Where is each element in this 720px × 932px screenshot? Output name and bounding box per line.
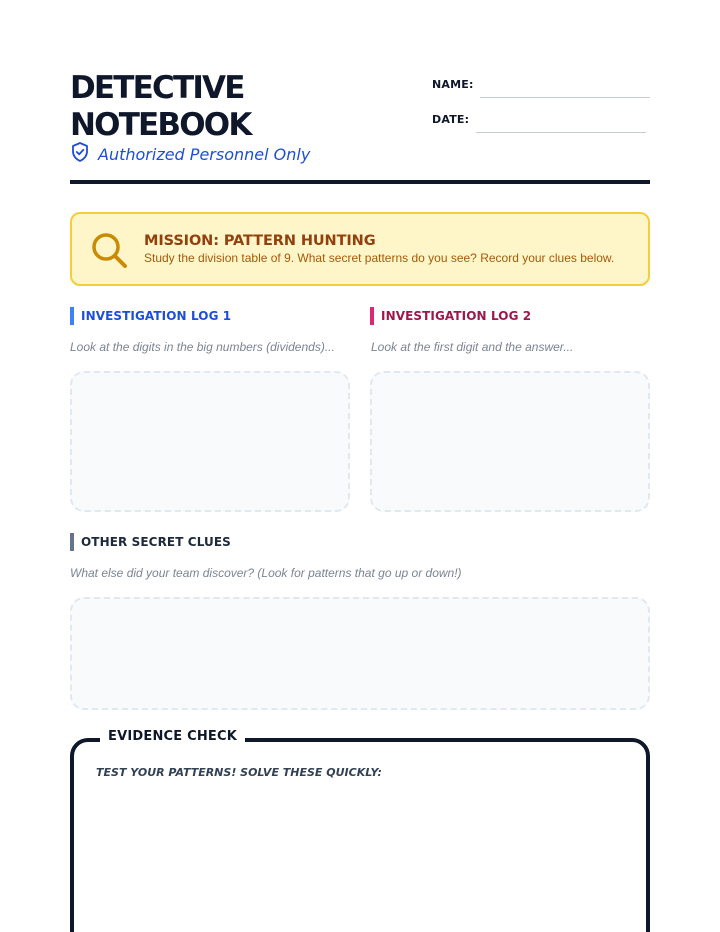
name-label: NAME:	[432, 78, 474, 91]
shield-check-icon	[70, 141, 90, 168]
date-label: DATE:	[432, 113, 470, 126]
log-1-title: INVESTIGATION LOG 1	[81, 309, 232, 323]
other-clues-title: OTHER SECRET CLUES	[81, 535, 231, 549]
log-2-hint: Look at the first digit and the answer...	[371, 340, 574, 354]
evidence-title: EVIDENCE CHECK	[100, 729, 245, 744]
log-1-header	[70, 307, 231, 325]
name-field	[432, 78, 474, 91]
page-title	[70, 70, 410, 144]
log-1-hint: Look at the digits in the big numbers (dividends)...	[70, 340, 335, 354]
log-2-title: INVESTIGATION LOG 2	[381, 309, 532, 323]
other-clues-accent-bar	[70, 533, 74, 551]
other-clues-hint: What else did your team discover? (Look for patterns that go up or down!)	[70, 566, 462, 580]
log-2-answer-box[interactable]	[370, 371, 650, 512]
evidence-check-panel	[70, 729, 650, 932]
evidence-instruction: TEST YOUR PATTERNS! SOLVE THESE QUICKLY:	[96, 766, 382, 779]
date-input-line[interactable]	[476, 132, 646, 133]
mission-description: Study the division table of 9. What secret patterns do you see? Record your clues below.	[144, 251, 615, 265]
magnifying-glass-icon	[90, 231, 130, 276]
subtitle	[70, 142, 310, 166]
log-2-accent-bar	[370, 307, 374, 325]
subtitle-text: Authorized Personnel Only	[98, 144, 311, 164]
log-2-header	[370, 307, 531, 325]
log-1-accent-bar	[70, 307, 74, 325]
title-line-1: DETECTIVE	[70, 70, 244, 106]
log-1-answer-box[interactable]	[70, 371, 350, 512]
mission-title: MISSION: PATTERN HUNTING	[144, 233, 376, 249]
other-clues-header	[70, 533, 231, 551]
header-divider	[70, 180, 650, 184]
name-input-line[interactable]	[480, 97, 650, 98]
mission-banner	[70, 212, 650, 286]
date-field	[432, 113, 469, 126]
other-clues-answer-box[interactable]	[70, 597, 650, 710]
title-line-2: NOTEBOOK	[70, 107, 251, 143]
